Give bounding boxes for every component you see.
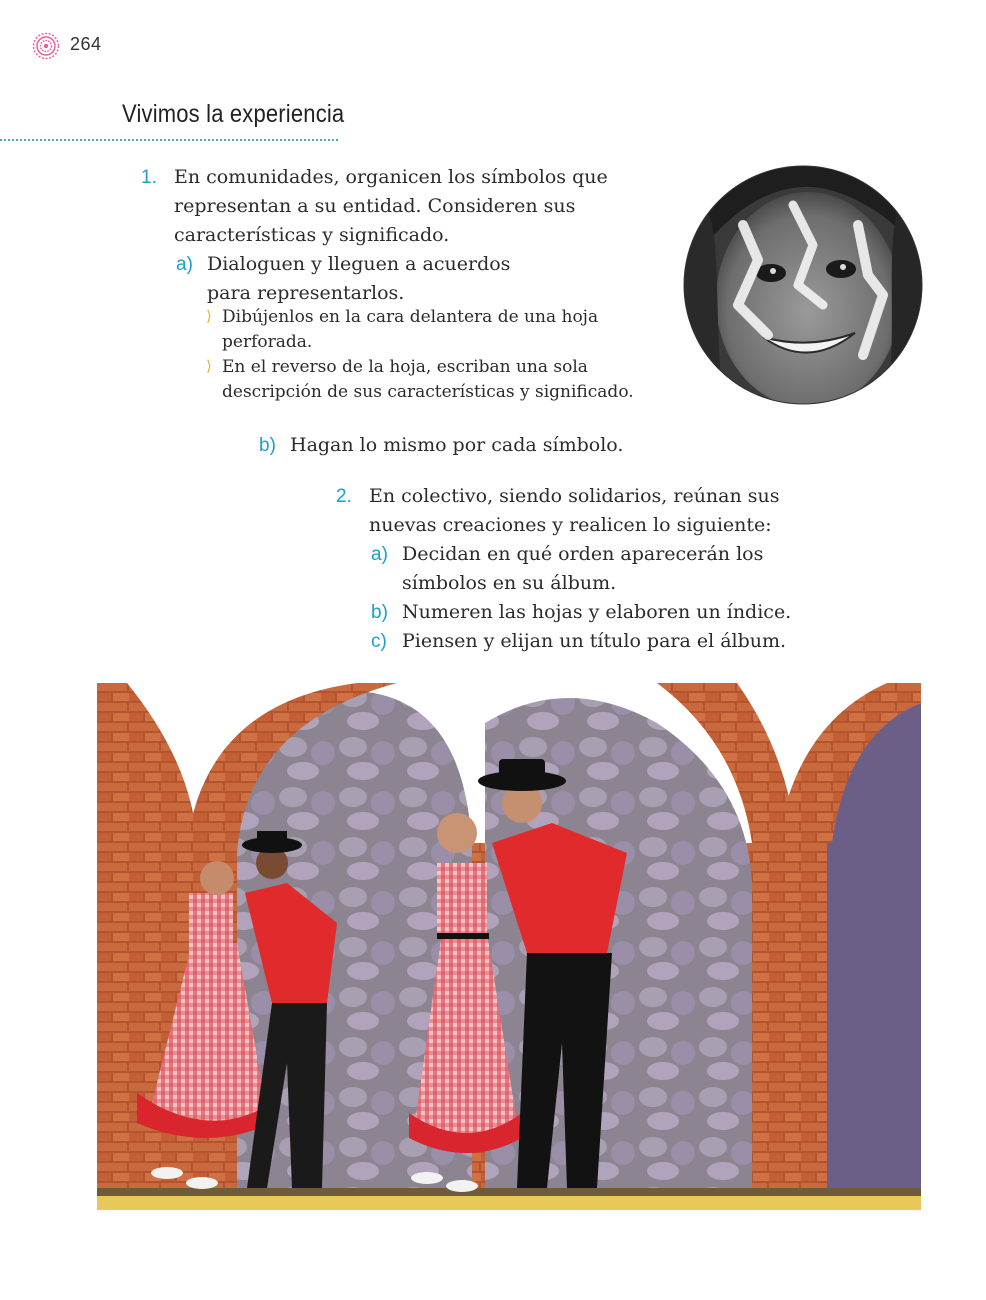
step1-a-letter: a) (176, 254, 193, 275)
bullet-marker: ⟩ (206, 308, 212, 325)
step2-b-letter: b) (371, 602, 388, 623)
child-face-paint-photo (683, 165, 923, 405)
step1-line: En comunidades, organicen los símbolos que (174, 166, 608, 188)
step1-number: 1. (141, 167, 157, 188)
step1-a-text (207, 250, 510, 308)
page-number: 264 (70, 34, 102, 54)
step2-text (369, 482, 780, 540)
bullet-line: Dibújenlos en la cara delantera de una hoja (222, 307, 599, 327)
step1-a-line: para representarlos. (207, 282, 405, 304)
step1-b-text: Hagan lo mismo por cada símbolo. (290, 434, 624, 456)
step1-line: características y significado. (174, 224, 450, 246)
bullet-line: perforada. (222, 332, 313, 352)
step1-b-letter: b) (259, 435, 276, 456)
step2-number: 2. (336, 486, 352, 507)
step1-a-bullet-2 (222, 355, 634, 405)
step2-a-line: Decidan en qué orden aparecerán los (402, 543, 764, 565)
step2-a-letter: a) (371, 544, 388, 565)
step2-c-text: Piensen y elijan un título para el álbum. (402, 630, 787, 652)
title-divider (0, 139, 338, 141)
step1-a-bullet-1 (222, 305, 598, 355)
step2-line: nuevas creaciones y realicen lo siguiente: (369, 514, 772, 536)
mandala-icon (32, 32, 60, 60)
step1-line: representan a su entidad. Consideren sus (174, 195, 576, 217)
step1-a-line: Dialoguen y lleguen a acuerdos (207, 253, 511, 275)
section-title: Vivimos la experiencia (122, 100, 345, 128)
folk-dancers-photo (97, 683, 921, 1210)
step2-a-text (402, 540, 763, 598)
step1-text (174, 163, 608, 250)
bullet-line: En el reverso de la hoja, escriban una sola (222, 357, 588, 377)
step2-b-text: Numeren las hojas y elaboren un índice. (402, 601, 792, 623)
bullet-marker: ⟩ (206, 358, 212, 375)
bullet-line: descripción de sus características y significado. (222, 382, 634, 402)
step2-c-letter: c) (371, 631, 387, 652)
step2-line: En colectivo, siendo solidarios, reúnan sus (369, 485, 780, 507)
step2-a-line: símbolos en su álbum. (402, 572, 617, 594)
